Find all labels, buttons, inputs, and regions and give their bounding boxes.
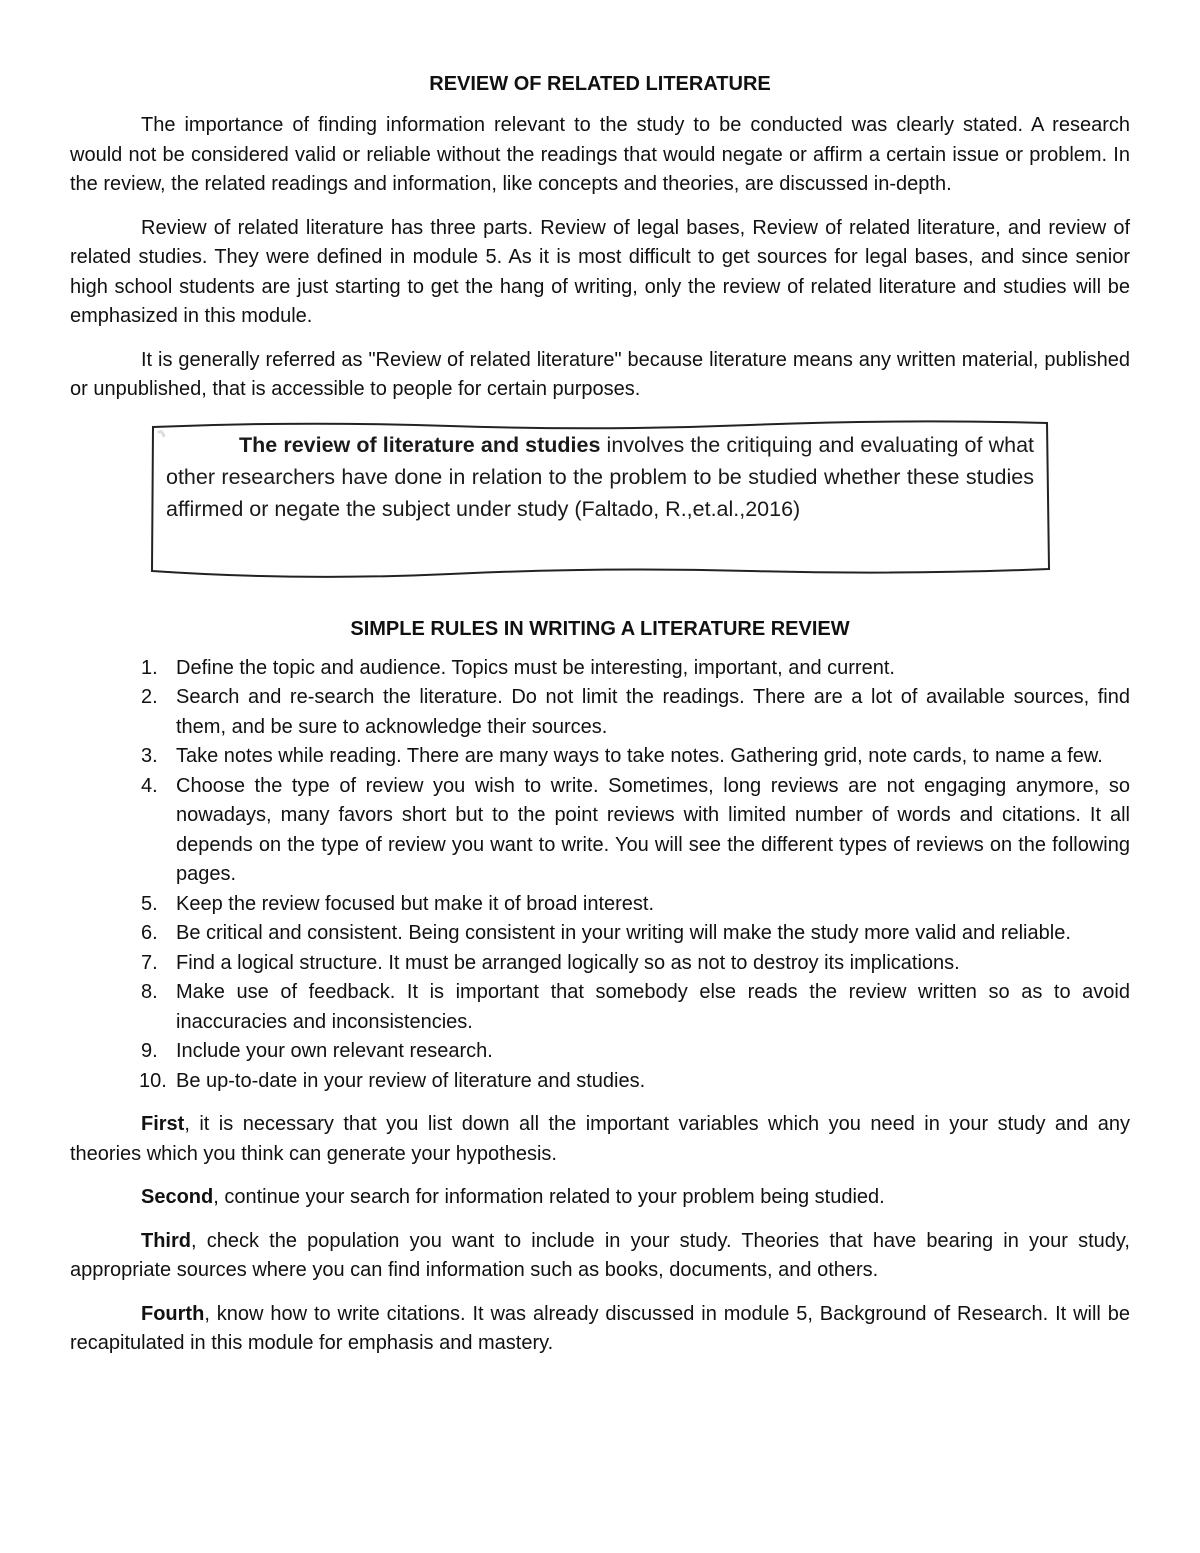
step-text: , it is necessary that you list down all the important variables which you need in your study and any theories which you think can generate your hypothesis. xyxy=(70,1113,1130,1165)
document-title: REVIEW OF RELATED LITERATURE xyxy=(429,73,771,95)
callout-text xyxy=(166,429,1034,525)
list-item xyxy=(70,949,1130,979)
list-item xyxy=(70,919,1130,949)
step-text: , continue your search for information related to your problem being studied. xyxy=(213,1186,885,1208)
intro-paragraph-3: It is generally referred as "Review of related literature" because literature means any written material, published or unpublished, that is accessible to people for certain purposes. xyxy=(70,348,1130,400)
step-first xyxy=(70,1110,1130,1169)
list-item-text: Search and re-search the literature. Do not limit the readings. There are a lot of available sources, find them, and be sure to acknowledge their sources. xyxy=(176,686,1130,738)
list-number: 8. xyxy=(141,981,158,1003)
list-number: 5. xyxy=(141,892,158,915)
list-item-text: Take notes while reading. There are many ways to take notes. Gathering grid, note cards, to name a few. xyxy=(176,745,1103,767)
list-number: 2. xyxy=(141,686,158,708)
list-number: 1. xyxy=(141,656,158,679)
list-item-text: Be up-to-date in your review of literature and studies. xyxy=(176,1069,646,1092)
list-item xyxy=(70,890,1130,920)
step-text: , know how to write citations. It was already discussed in module 5, Background of Research. It will be recapitulated in this module for emphasis and mastery. xyxy=(70,1302,1130,1354)
step-second xyxy=(70,1183,1130,1213)
definition-callout-box xyxy=(150,419,1050,579)
step-third xyxy=(70,1227,1130,1286)
step-lead: Second xyxy=(141,1186,214,1208)
callout-bold-phrase: The review of literature and studies xyxy=(239,432,601,457)
list-item-text: Find a logical structure. It must be arranged logically so as not to destroy its implications. xyxy=(176,951,960,974)
list-item-text: Include your own relevant research. xyxy=(176,1040,493,1062)
step-lead: Fourth xyxy=(141,1302,205,1325)
step-fourth xyxy=(70,1300,1130,1359)
section-subtitle: SIMPLE RULES IN WRITING A LITERATURE REVIEW xyxy=(350,617,850,640)
list-item-text: Choose the type of review you wish to write. Sometimes, long reviews are not engaging anymore, so nowadays, many favors short but to the point reviews with limited number of words and citations. It all depends on the type of review you want to write. You will see the different types of reviews on the following pages. xyxy=(176,774,1130,885)
list-number: 10. xyxy=(139,1069,167,1092)
list-number: 3. xyxy=(141,745,158,767)
rules-list xyxy=(70,654,1130,1097)
list-number: 4. xyxy=(141,774,158,797)
intro-paragraph-1: The importance of finding information relevant to the study to be conducted was clearly stated. A research would not be considered valid or reliable without the readings that would negate or affirm a certain issue or problem. In the review, the related readings and information, like concepts and theories, are discussed in-depth. xyxy=(70,114,1130,195)
list-number: 7. xyxy=(141,951,158,974)
list-item xyxy=(70,742,1130,772)
list-number: 6. xyxy=(141,922,158,944)
list-item-text: Define the topic and audience. Topics must be interesting, important, and current. xyxy=(176,656,895,679)
list-item xyxy=(70,1037,1130,1067)
step-lead: Third xyxy=(141,1229,191,1252)
step-lead: First xyxy=(141,1113,185,1135)
intro-paragraph-2: Review of related literature has three parts. Review of legal bases, Review of related literature, and review of related studies. They were defined in module 5. As it is most difficult to get sources for legal bases, and since senior high school students are just starting to get the hang of writing, only the review of related literature and studies will be emphasized in this module. xyxy=(70,216,1130,327)
document-page xyxy=(70,70,1130,1373)
list-item xyxy=(70,654,1130,684)
step-text: , check the population you want to include in your study. Theories that have bearing in your study, appropriate sources where you can find information such as books, documents, and others. xyxy=(70,1229,1130,1281)
list-item xyxy=(70,978,1130,1037)
list-item xyxy=(70,1067,1130,1097)
list-number: 9. xyxy=(141,1040,158,1062)
callout-rest-text: involves the critiquing and evaluating of what other researchers have done in relation to the problem to be studied whether these studies affirmed or negate the subject under study (Faltado, R.,et.al.,2016) xyxy=(166,432,1034,521)
list-item-text: Keep the review focused but make it of broad interest. xyxy=(176,892,655,915)
list-item-text: Be critical and consistent. Being consistent in your writing will make the study more valid and reliable. xyxy=(176,922,1071,944)
list-item xyxy=(70,683,1130,742)
list-item-text: Make use of feedback. It is important that somebody else reads the review written so as to avoid inaccuracies and inconsistencies. xyxy=(176,981,1130,1033)
list-item xyxy=(70,772,1130,890)
